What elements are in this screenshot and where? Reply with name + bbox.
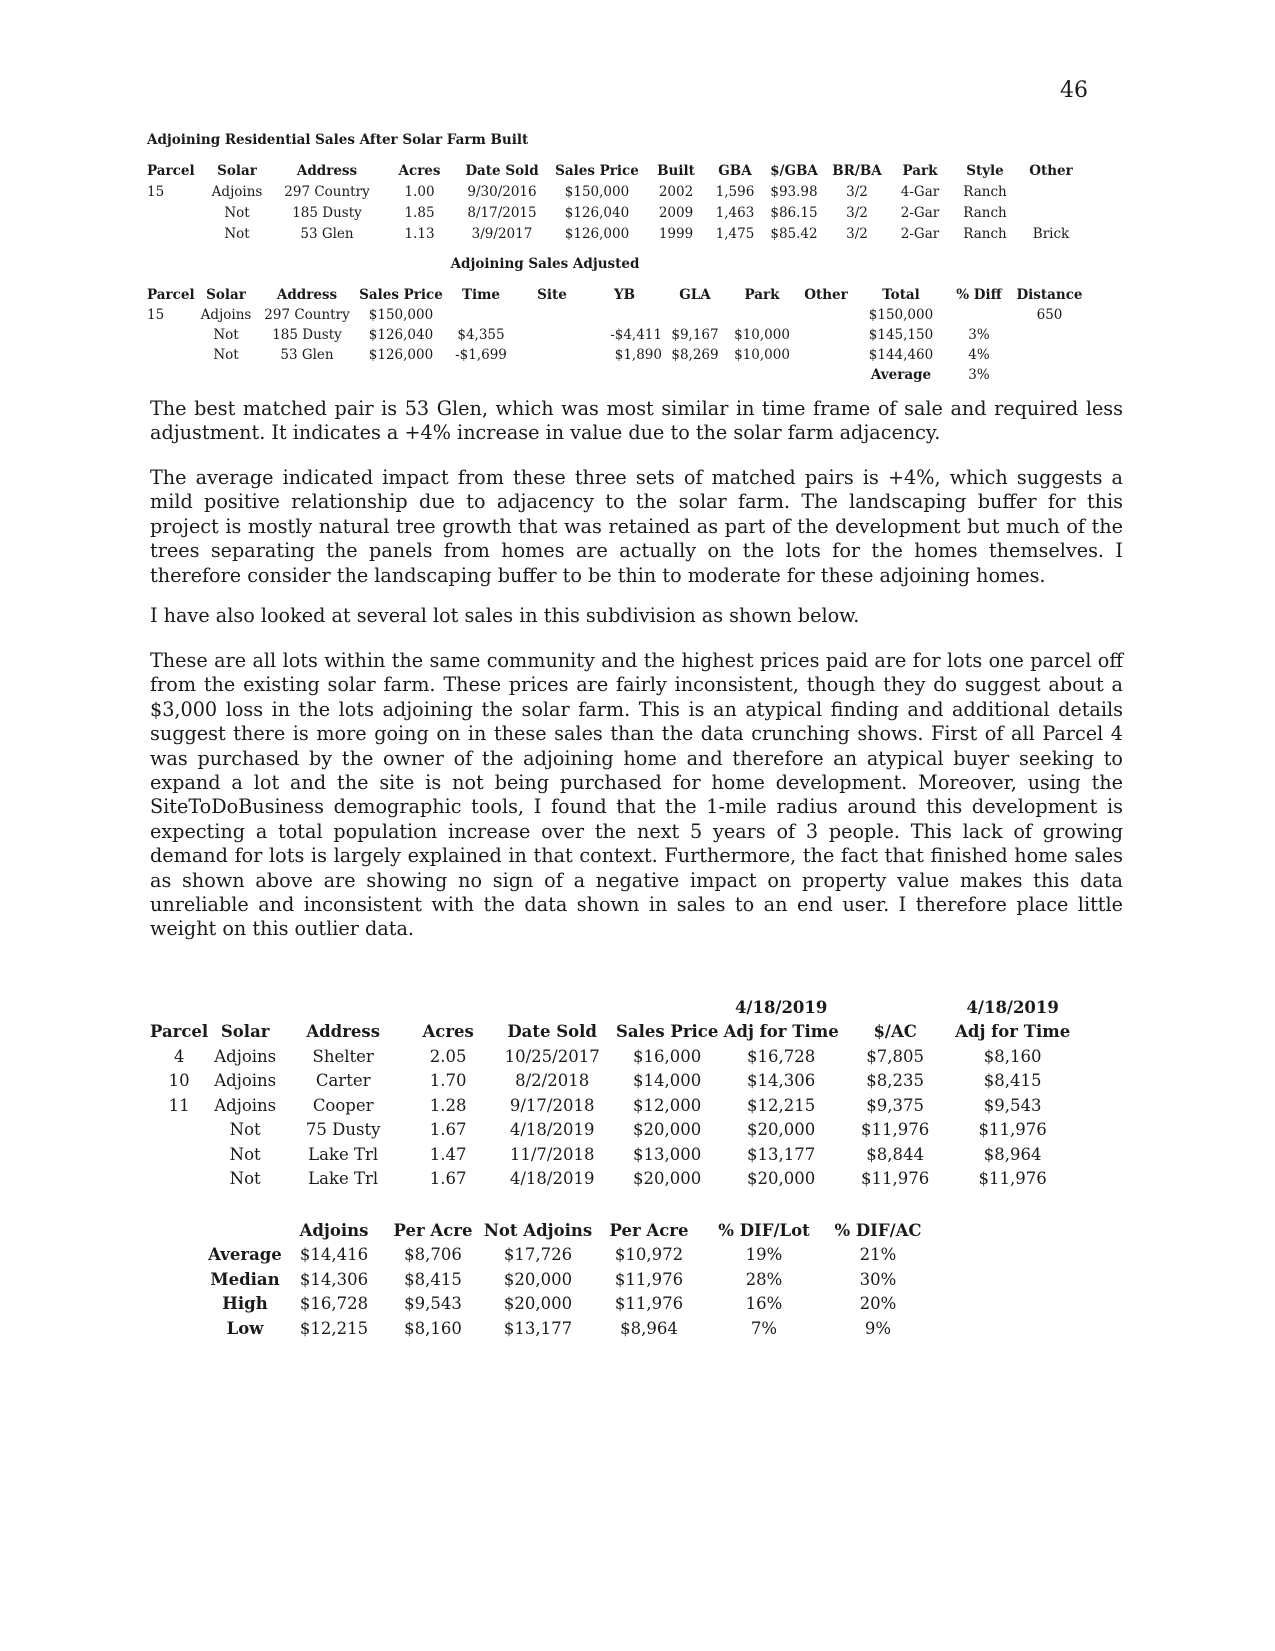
table-cell (728, 365, 796, 385)
table-cell: Shelter (312, 1046, 374, 1066)
column-header: Parcel (150, 1022, 209, 1042)
table-cell: 1,463 (715, 204, 755, 221)
lot-summary-table (205, 1218, 933, 1341)
table-cell (195, 365, 257, 385)
column-header: Distance (1016, 287, 1083, 303)
table-header-row (205, 1218, 933, 1243)
table-cell: 15 (147, 183, 165, 200)
row-label: Median (210, 1269, 280, 1289)
table-cell: 1999 (658, 225, 694, 242)
table-cell: $8,160 (983, 1046, 1042, 1066)
table-cell: 2009 (658, 204, 694, 221)
table-row (150, 1167, 1075, 1192)
table-cell: Not (213, 347, 239, 363)
date-header-1: 4/18/2019 (734, 997, 828, 1017)
table-cell: $11,976 (614, 1294, 684, 1314)
table-cell: 15 (147, 307, 165, 323)
table-cell: 11 (168, 1095, 190, 1115)
table-cell: $20,000 (747, 1120, 816, 1140)
table-cell: 297 Country (284, 183, 370, 200)
table-cell: 3/2 (846, 204, 868, 221)
table-cell: 10 (168, 1071, 190, 1091)
table-row (147, 223, 1081, 244)
table1-caption: Adjoining Residential Sales After Solar Farm Built (147, 132, 529, 148)
column-header: Parcel (147, 287, 195, 303)
table-cell: $8,235 (866, 1071, 925, 1091)
table-cell: 650 (1036, 307, 1063, 323)
table-cell: $144,460 (868, 347, 934, 363)
table-cell: $145,150 (868, 327, 934, 343)
table-cell: $11,976 (978, 1120, 1047, 1140)
table-cell (1021, 181, 1081, 202)
column-header: Address (306, 1022, 380, 1042)
average-value: 3% (968, 367, 990, 383)
table-cell: Adjoins (214, 1046, 277, 1066)
column-header: % DIF/AC (834, 1220, 922, 1240)
table-cell: $9,375 (866, 1095, 925, 1115)
table-cell: 185 Dusty (272, 327, 342, 343)
table-cell: 1,596 (715, 183, 755, 200)
table-cell (662, 305, 728, 325)
table-row (205, 1243, 933, 1268)
table-cell (147, 223, 202, 244)
table-header-row (147, 160, 1081, 181)
table-cell: $8,844 (866, 1144, 925, 1164)
table-cell: Lake Trl (308, 1144, 379, 1164)
column-header: Adjoins (299, 1220, 369, 1240)
table-cell: 1.28 (429, 1095, 467, 1115)
table-cell (517, 365, 587, 385)
date-header-row (150, 995, 1075, 1020)
table-cell: $14,306 (747, 1071, 816, 1091)
table-cell: $8,415 (404, 1269, 462, 1289)
table-cell: 16% (745, 1294, 783, 1314)
table-cell: $12,215 (299, 1318, 369, 1338)
table-cell: $11,976 (978, 1169, 1047, 1189)
table-cell: 2-Gar (900, 204, 940, 221)
table-cell: $8,160 (404, 1318, 462, 1338)
table-row (205, 1267, 933, 1292)
table-row (147, 181, 1081, 202)
table-row (205, 1316, 933, 1341)
table-cell: $14,416 (299, 1245, 369, 1265)
table-cell: 185 Dusty (292, 204, 362, 221)
table-header-row (150, 1020, 1075, 1045)
table-cell (517, 305, 587, 325)
table-cell: $126,040 (368, 327, 434, 343)
table-cell: 8/2/2018 (515, 1071, 590, 1091)
table-cell: 9/17/2018 (509, 1095, 595, 1115)
residential-sales-table (147, 160, 1081, 244)
table-cell: $9,167 (671, 327, 719, 343)
table-cell: 28% (745, 1269, 783, 1289)
column-header: Adj for Time (955, 1022, 1071, 1042)
column-header: Date Sold (507, 1022, 597, 1042)
column-header: Other (804, 287, 848, 303)
column-header: Time (461, 287, 501, 303)
table-cell: $126,040 (564, 204, 630, 221)
column-header: Date Sold (465, 162, 539, 179)
table-cell: 3% (968, 327, 990, 343)
table-row (150, 1069, 1075, 1094)
table-cell: $93.98 (770, 183, 818, 200)
column-header: Sales Price (555, 162, 639, 179)
column-header: Park (902, 162, 938, 179)
table-cell: $20,000 (503, 1269, 573, 1289)
table-cell (257, 365, 357, 385)
table-cell: Ranch (963, 183, 1007, 200)
column-header: Address (296, 162, 358, 179)
table-cell: Carter (315, 1071, 371, 1091)
table-cell: $7,805 (866, 1046, 925, 1066)
table-cell: Cooper (312, 1095, 374, 1115)
row-label: Average (208, 1245, 282, 1265)
table-cell (587, 305, 662, 325)
table-cell: 1.85 (404, 204, 435, 221)
column-header: Acres (422, 1022, 474, 1042)
table-cell (445, 305, 517, 325)
table-cell: 4% (968, 347, 990, 363)
column-header (205, 1218, 285, 1243)
table-cell: $9,543 (404, 1294, 462, 1314)
table-cell: $11,976 (614, 1269, 684, 1289)
table-cell: $8,964 (983, 1144, 1042, 1164)
table-cell: 1.67 (429, 1120, 467, 1140)
table-cell: $20,000 (633, 1169, 702, 1189)
table-cell: $8,706 (404, 1245, 462, 1265)
table-cell: 3/2 (846, 183, 868, 200)
table-cell (147, 345, 195, 365)
column-header: Total (882, 287, 920, 303)
table-cell: $17,726 (503, 1245, 573, 1265)
table-cell: 1.00 (404, 183, 435, 200)
column-header: Sales Price (359, 287, 443, 303)
table-cell: 10/25/2017 (504, 1046, 600, 1066)
table-cell: Ranch (963, 204, 1007, 221)
table-cell: 21% (859, 1245, 897, 1265)
column-header: Per Acre (609, 1220, 689, 1240)
table-cell: 4-Gar (900, 183, 940, 200)
average-row (147, 365, 1087, 385)
column-header: Style (966, 162, 1004, 179)
table-cell: $20,000 (633, 1120, 702, 1140)
column-header: Solar (220, 1022, 270, 1042)
column-header: Other (1029, 162, 1073, 179)
table-cell: Lake Trl (308, 1169, 379, 1189)
table-cell: $10,000 (734, 327, 790, 343)
table-cell: $150,000 (368, 307, 434, 323)
column-header: Parcel (147, 162, 195, 179)
table-cell (150, 1167, 208, 1192)
column-header: Solar (217, 162, 257, 179)
table-cell (728, 305, 796, 325)
table-cell (1012, 365, 1087, 385)
table-cell (150, 1118, 208, 1143)
table-cell: $13,177 (503, 1318, 573, 1338)
column-header: Adj for Time (723, 1022, 839, 1042)
table-cell: -$4,411 (610, 327, 662, 343)
paragraph-4: These are all lots within the same community and the highest prices paid are for lots one parcel off from the existing solar farm. These prices are fairly inconsistent, though they do suggest about a $3,000 loss in the lots adjoining the solar farm. This is an atypical finding and additional details suggest there is more going on in these sales than the data crunching shows. First of all Parcel 4 was purchased by the owner of the adjoining home and therefore an atypical buyer seeking to expand a lot and the site is not being purchased for home development. Moreover, using the SiteToDoBusiness demographic tools, I found that the 1-mile radius around this development is expecting a total population increase over the next 5 years of 3 people. This lack of growing demand for lots is largely explained in that context. Furthermore, the fact that finished home sales as shown above are showing no sign of a negative impact on property value makes this data unreliable and inconsistent with the data shown in sales to an end user. I therefore place little weight on this outlier data. (150, 649, 1123, 941)
table-cell (517, 325, 587, 345)
table-cell: $85.42 (770, 225, 818, 242)
column-header: BR/BA (832, 162, 882, 179)
column-header: Built (657, 162, 695, 179)
table-cell: Not (229, 1169, 261, 1189)
table-cell: 2002 (658, 183, 694, 200)
table-row (150, 1093, 1075, 1118)
table-cell: $20,000 (747, 1169, 816, 1189)
table-cell: $9,543 (983, 1095, 1042, 1115)
column-header: Acres (398, 162, 441, 179)
column-header: $/AC (873, 1022, 917, 1042)
column-header: Site (537, 287, 567, 303)
table-cell: $14,306 (299, 1269, 369, 1289)
table-cell: $8,269 (671, 347, 719, 363)
table-cell: Not (229, 1120, 261, 1140)
table-cell (1012, 325, 1087, 345)
column-header: % DIF/Lot (718, 1220, 810, 1240)
table-cell (147, 365, 195, 385)
table-cell: Adjoins (211, 183, 263, 200)
table-cell (1021, 202, 1081, 223)
table-cell: 4/18/2019 (509, 1120, 595, 1140)
table-cell: 11/7/2018 (509, 1144, 595, 1164)
table-cell: $14,000 (633, 1071, 702, 1091)
table-cell: 2.05 (429, 1046, 467, 1066)
table-cell: $10,000 (734, 347, 790, 363)
table-cell: 1.67 (429, 1169, 467, 1189)
table-row (150, 1142, 1075, 1167)
table-cell: 9/30/2016 (467, 183, 537, 200)
table-cell: 297 Country (264, 307, 350, 323)
table-cell (445, 365, 517, 385)
paragraph-1: The best matched pair is 53 Glen, which was most similar in time frame of sale and required less adjustment. It indicates a +4% increase in value due to the solar farm adjacency. (150, 397, 1123, 445)
table-cell (796, 325, 856, 345)
table-cell: Brick (1032, 225, 1070, 242)
table-cell: Not (229, 1144, 261, 1164)
table-header-row (147, 285, 1087, 305)
column-header: $/GBA (770, 162, 818, 179)
table-row (147, 345, 1087, 365)
table-cell: $1,890 (614, 347, 662, 363)
table-cell: 3/9/2017 (471, 225, 533, 242)
table-cell (796, 345, 856, 365)
table-cell (147, 202, 202, 223)
table-cell: 8/17/2015 (467, 204, 537, 221)
table-cell: 7% (750, 1318, 778, 1338)
table-cell: 4/18/2019 (509, 1169, 595, 1189)
table-cell (587, 365, 662, 385)
table-cell: Adjoins (214, 1071, 277, 1091)
table-cell: $126,000 (564, 225, 630, 242)
table-cell (796, 305, 856, 325)
adjusted-sales-table (147, 285, 1087, 385)
table-cell: $16,728 (299, 1294, 369, 1314)
column-header: Park (744, 287, 780, 303)
table-row (147, 202, 1081, 223)
paragraph-2: The average indicated impact from these three sets of matched pairs is +4%, which suggests a mild positive relationship due to adjacency to the solar farm. The landscaping buffer for this project is mostly natural tree growth that was retained as part of the development but much of the trees separating the panels from homes are actually on the lots for the homes themselves. I therefore consider the landscaping buffer to be thin to moderate for these adjoining homes. (150, 466, 1123, 587)
table-row (205, 1292, 933, 1317)
average-label: Average (870, 367, 932, 383)
column-header: Not Adjoins (483, 1220, 593, 1240)
table-cell: $4,355 (457, 327, 505, 343)
table-cell: Not (224, 225, 250, 242)
table-cell: Adjoins (200, 307, 252, 323)
table-cell: 4 (173, 1046, 185, 1066)
table-row (147, 325, 1087, 345)
table-cell (357, 365, 445, 385)
table-cell: 1,475 (715, 225, 755, 242)
table-cell: $8,964 (620, 1318, 678, 1338)
table-cell: 19% (745, 1245, 783, 1265)
table-cell: Adjoins (214, 1095, 277, 1115)
table-cell: $12,000 (633, 1095, 702, 1115)
table-cell (517, 345, 587, 365)
table-cell: Not (224, 204, 250, 221)
table-cell: 1.70 (429, 1071, 467, 1091)
column-header: Sales Price (616, 1022, 719, 1042)
table-cell: Not (213, 327, 239, 343)
table-row (150, 1044, 1075, 1069)
table-cell: 1.13 (404, 225, 435, 242)
table-cell: $10,972 (614, 1245, 684, 1265)
column-header: % Diff (956, 287, 1002, 303)
table-cell: 30% (859, 1269, 897, 1289)
row-label: Low (226, 1318, 264, 1338)
table-cell (796, 365, 856, 385)
table-cell (147, 325, 195, 345)
table-cell: $86.15 (770, 204, 818, 221)
table-cell: $11,976 (861, 1120, 930, 1140)
table-cell: 2-Gar (900, 225, 940, 242)
table-cell: $12,215 (747, 1095, 816, 1115)
row-label: High (222, 1294, 268, 1314)
table-cell (1012, 345, 1087, 365)
table-cell: $13,177 (747, 1144, 816, 1164)
lot-sales-table (150, 995, 1075, 1191)
table-cell: 9% (864, 1318, 892, 1338)
table-cell: 20% (859, 1294, 897, 1314)
table-cell: Ranch (963, 225, 1007, 242)
table-cell: $13,000 (633, 1144, 702, 1164)
table-cell: $20,000 (503, 1294, 573, 1314)
table-cell: $126,000 (368, 347, 434, 363)
paragraph-3: I have also looked at several lot sales in this subdivision as shown below. (150, 604, 860, 627)
table-cell: $16,728 (747, 1046, 816, 1066)
column-header: Per Acre (393, 1220, 473, 1240)
table-cell (946, 305, 1012, 325)
table-cell (150, 1142, 208, 1167)
table2-caption: Adjoining Sales Adjusted (450, 256, 640, 272)
table-cell: 1.47 (429, 1144, 467, 1164)
table-row (150, 1118, 1075, 1143)
table-cell: $16,000 (633, 1046, 702, 1066)
table-row (147, 305, 1087, 325)
column-header: Solar (206, 287, 246, 303)
column-header: YB (613, 287, 636, 303)
page-number: 46 (1060, 78, 1088, 103)
table-cell: $150,000 (868, 307, 934, 323)
table-cell: $8,415 (983, 1071, 1042, 1091)
table-cell: 53 Glen (280, 347, 334, 363)
column-header: Address (276, 287, 338, 303)
table-cell: 75 Dusty (305, 1120, 381, 1140)
column-header: GLA (679, 287, 711, 303)
table-cell: -$1,699 (455, 347, 507, 363)
table-cell: 53 Glen (300, 225, 354, 242)
table-cell: 3/2 (846, 225, 868, 242)
table-cell: $11,976 (861, 1169, 930, 1189)
table-cell (662, 365, 728, 385)
column-header: GBA (718, 162, 752, 179)
table-cell: $150,000 (564, 183, 630, 200)
date-header-2: 4/18/2019 (966, 997, 1059, 1017)
